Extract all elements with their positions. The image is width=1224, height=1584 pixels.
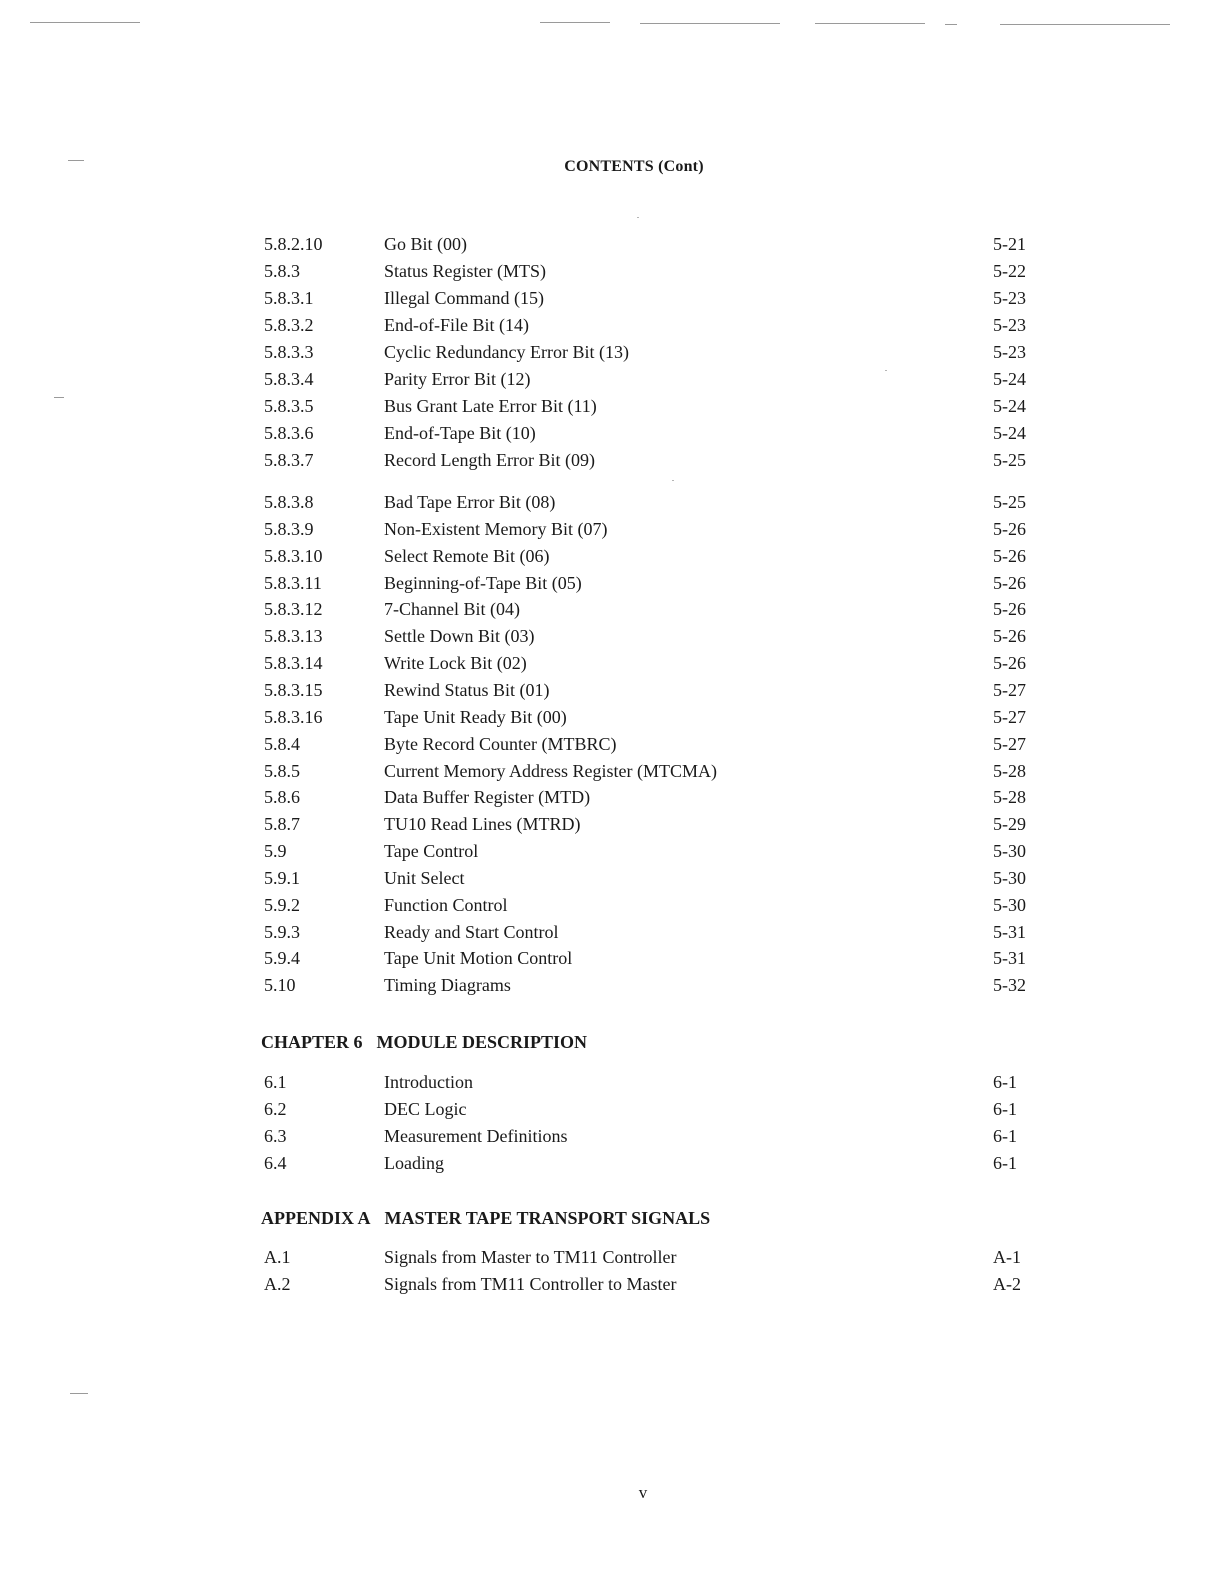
section-number: 5.8.3	[264, 261, 300, 281]
scan-artifact	[540, 22, 610, 23]
section-title: Beginning-of-Tape Bit (05)	[384, 572, 582, 593]
page-folio: v	[638, 1483, 648, 1502]
section-title: End-of-File Bit (14)	[384, 315, 529, 335]
section-number: A.1	[264, 1247, 291, 1267]
toc-row	[0, 366, 1224, 393]
section-title: TU10 Read Lines (MTRD)	[384, 814, 581, 835]
section-title: Signals from Master to TM11 Controller	[384, 1247, 677, 1267]
toc-row	[0, 945, 1224, 972]
section-number: 5.8.3.11	[264, 572, 322, 593]
page-number: 5-23	[993, 342, 1026, 362]
toc-row	[0, 731, 1224, 758]
section-title: Signals from TM11 Controller to Master	[384, 1274, 677, 1294]
section-title: Status Register (MTS)	[384, 261, 546, 281]
toc-row	[0, 420, 1224, 447]
section-number: 6.2	[264, 1099, 287, 1119]
toc-row	[0, 231, 1224, 258]
chapter-heading	[261, 1029, 587, 1056]
section-title: Select Remote Bit (06)	[384, 545, 550, 566]
section-title: Bus Grant Late Error Bit (11)	[384, 396, 597, 416]
page-number: A-1	[993, 1247, 1021, 1267]
section-title: Byte Record Counter (MTBRC)	[384, 733, 617, 754]
section-title: Bad Tape Error Bit (08)	[384, 492, 556, 512]
page-number: 5-28	[993, 787, 1026, 808]
section-number: 5.8.4	[264, 733, 300, 754]
page-number: 5-21	[993, 234, 1026, 254]
section-number: 5.8.3.3	[264, 342, 314, 362]
chapter-title: MODULE DESCRIPTION	[376, 1032, 588, 1052]
page-number: 5-24	[993, 369, 1026, 389]
section-title: Settle Down Bit (03)	[384, 626, 535, 647]
page-number: 5-29	[993, 814, 1026, 835]
toc-row	[0, 677, 1224, 704]
section-number: 6.4	[264, 1153, 287, 1173]
toc-row	[0, 570, 1224, 597]
section-title: Write Lock Bit (02)	[384, 653, 527, 674]
section-number: 6.1	[264, 1072, 287, 1092]
page-number: 5-27	[993, 733, 1026, 754]
section-title: Introduction	[384, 1072, 473, 1092]
appendix-title: MASTER TAPE TRANSPORT SIGNALS	[384, 1208, 711, 1228]
toc-row	[0, 285, 1224, 312]
toc-row	[0, 972, 1224, 999]
section-number: 5.9.4	[264, 948, 300, 969]
toc-row	[0, 838, 1224, 865]
page-number: 5-22	[993, 261, 1026, 281]
appendix-heading	[261, 1205, 710, 1232]
section-number: 5.8.5	[264, 760, 300, 781]
page-number: 5-26	[993, 626, 1026, 647]
toc-row	[0, 704, 1224, 731]
scan-artifact	[637, 217, 639, 218]
toc-row	[0, 447, 1224, 474]
section-number: 5.9.2	[264, 894, 300, 915]
page-number: 5-25	[993, 492, 1026, 512]
toc-row	[0, 1271, 1224, 1298]
toc-row	[0, 596, 1224, 623]
section-title: Loading	[384, 1153, 444, 1173]
section-number: 5.8.3.1	[264, 288, 314, 308]
section-title: Unit Select	[384, 867, 465, 888]
scan-artifact	[945, 24, 957, 25]
section-number: 5.9.1	[264, 867, 300, 888]
page-number: 5-30	[993, 894, 1026, 915]
section-title: Cyclic Redundancy Error Bit (13)	[384, 342, 629, 362]
page-number: 5-26	[993, 518, 1026, 539]
scan-artifact	[640, 23, 780, 24]
section-title: 7-Channel Bit (04)	[384, 599, 520, 620]
page-number: 5-24	[993, 423, 1026, 443]
section-title: Measurement Definitions	[384, 1126, 568, 1146]
page-number: 6-1	[993, 1126, 1017, 1146]
section-number: 5.9.3	[264, 921, 300, 942]
section-title: Tape Unit Ready Bit (00)	[384, 706, 567, 727]
page-number: 6-1	[993, 1072, 1017, 1092]
section-number: A.2	[264, 1274, 291, 1294]
page-number: 5-26	[993, 572, 1026, 593]
toc-row	[0, 1244, 1224, 1271]
toc-row	[0, 393, 1224, 420]
toc-row	[0, 650, 1224, 677]
toc-row	[0, 312, 1224, 339]
page-number: 5-23	[993, 315, 1026, 335]
toc-row	[0, 1069, 1224, 1096]
scan-artifact	[70, 1393, 88, 1394]
section-number: 5.8.3.4	[264, 369, 314, 389]
toc-row	[0, 811, 1224, 838]
section-title: Parity Error Bit (12)	[384, 369, 531, 389]
section-title: Go Bit (00)	[384, 234, 467, 254]
page-number: 5-25	[993, 450, 1026, 470]
section-title: Illegal Command (15)	[384, 288, 544, 308]
page-number: 5-27	[993, 679, 1026, 700]
page-number: 5-26	[993, 653, 1026, 674]
section-number: 5.8.6	[264, 787, 300, 808]
section-number: 5.8.3.6	[264, 423, 314, 443]
section-title: Non-Existent Memory Bit (07)	[384, 518, 608, 539]
chapter-label: CHAPTER 6	[261, 1032, 363, 1052]
page-number: 5-31	[993, 921, 1026, 942]
page-number: 5-30	[993, 841, 1026, 862]
section-number: 5.9	[264, 841, 287, 862]
page-title: CONTENTS (Cont)	[564, 158, 704, 175]
toc-row	[0, 1096, 1224, 1123]
toc-row	[0, 339, 1224, 366]
page-number: 5-30	[993, 867, 1026, 888]
toc-row	[0, 892, 1224, 919]
appendix-label: APPENDIX A	[261, 1208, 371, 1228]
section-number: 5.10	[264, 975, 296, 996]
toc-row	[0, 758, 1224, 785]
page-number: 5-27	[993, 706, 1026, 727]
page-number: A-2	[993, 1274, 1021, 1294]
section-title: Tape Control	[384, 841, 479, 862]
toc-row	[0, 543, 1224, 570]
section-title: Timing Diagrams	[384, 975, 511, 996]
section-title: Tape Unit Motion Control	[384, 948, 573, 969]
page-number: 6-1	[993, 1099, 1017, 1119]
toc-row	[0, 919, 1224, 946]
page-number: 5-28	[993, 760, 1026, 781]
section-number: 5.8.2.10	[264, 234, 323, 254]
section-title: Data Buffer Register (MTD)	[384, 787, 591, 808]
section-number: 6.3	[264, 1126, 287, 1146]
section-number: 5.8.3.15	[264, 679, 323, 700]
scan-artifact	[1000, 24, 1170, 25]
section-title: End-of-Tape Bit (10)	[384, 423, 536, 443]
section-number: 5.8.3.7	[264, 450, 314, 470]
toc-row	[0, 865, 1224, 892]
section-number: 5.8.3.12	[264, 599, 323, 620]
section-number: 5.8.3.10	[264, 545, 323, 566]
section-title: Record Length Error Bit (09)	[384, 450, 595, 470]
scan-artifact	[672, 480, 674, 481]
page-number: 6-1	[993, 1153, 1017, 1173]
section-number: 5.8.3.8	[264, 492, 314, 512]
section-number: 5.8.3.13	[264, 626, 323, 647]
section-title: Ready and Start Control	[384, 921, 559, 942]
section-number: 5.8.3.16	[264, 706, 323, 727]
toc-row	[0, 623, 1224, 650]
page-number: 5-31	[993, 948, 1026, 969]
toc-row	[0, 516, 1224, 543]
toc-row	[0, 489, 1224, 516]
page-number: 5-24	[993, 396, 1026, 416]
page-number: 5-26	[993, 545, 1026, 566]
scan-artifact	[30, 22, 140, 23]
page-number: 5-23	[993, 288, 1026, 308]
section-number: 5.8.7	[264, 814, 300, 835]
section-title: Function Control	[384, 894, 508, 915]
toc-row	[0, 1150, 1224, 1177]
section-number: 5.8.3.9	[264, 518, 314, 539]
section-title: Current Memory Address Register (MTCMA)	[384, 760, 717, 781]
section-number: 5.8.3.2	[264, 315, 314, 335]
section-number: 5.8.3.5	[264, 396, 314, 416]
section-number: 5.8.3.14	[264, 653, 323, 674]
section-title: DEC Logic	[384, 1099, 467, 1119]
page-number: 5-26	[993, 599, 1026, 620]
page-number: 5-32	[993, 975, 1026, 996]
section-title: Rewind Status Bit (01)	[384, 679, 550, 700]
toc-row	[0, 1123, 1224, 1150]
toc-row	[0, 784, 1224, 811]
scan-artifact	[815, 23, 925, 24]
toc-row	[0, 258, 1224, 285]
